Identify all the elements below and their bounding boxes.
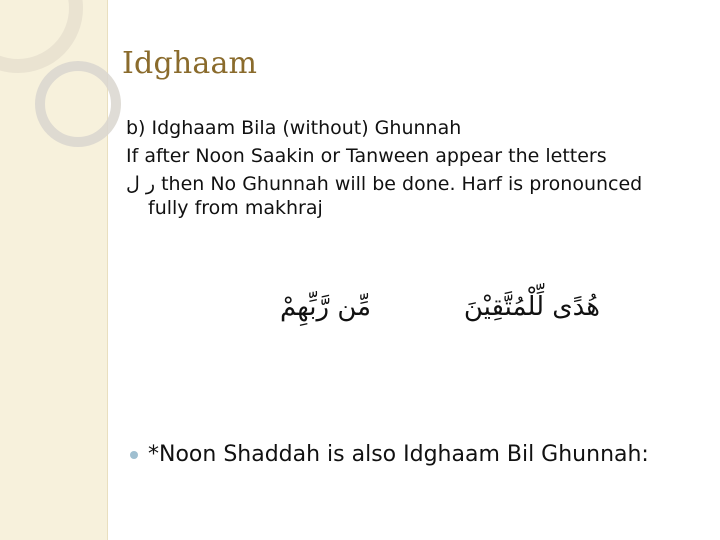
arabic-example-1: هُدًى لِّلْمُتَّقِيْنَ [463, 292, 600, 322]
bullet-icon [130, 451, 138, 459]
bullet-item [130, 442, 710, 467]
bullet-text: *Noon Shaddah is also Idghaam Bil Ghunnah: [148, 442, 649, 467]
arabic-example-2: مِّن رَّبِّهِمْ [280, 292, 372, 322]
decorative-circles [0, 0, 130, 200]
paragraph-rule [126, 172, 686, 220]
paragraph-condition: If after Noon Saakin or Tanween appear the letters [126, 145, 607, 167]
arabic-examples [250, 292, 600, 340]
slide-body [126, 116, 686, 224]
arabic-letters: ر ل [126, 173, 156, 195]
rule-text: then No Ghunnah will be done. Harf is pronounced fully from makhraj [148, 173, 643, 219]
slide-title: Idghaam [122, 46, 258, 81]
paragraph-subtitle: b) Idghaam Bila (without) Ghunnah [126, 117, 462, 139]
